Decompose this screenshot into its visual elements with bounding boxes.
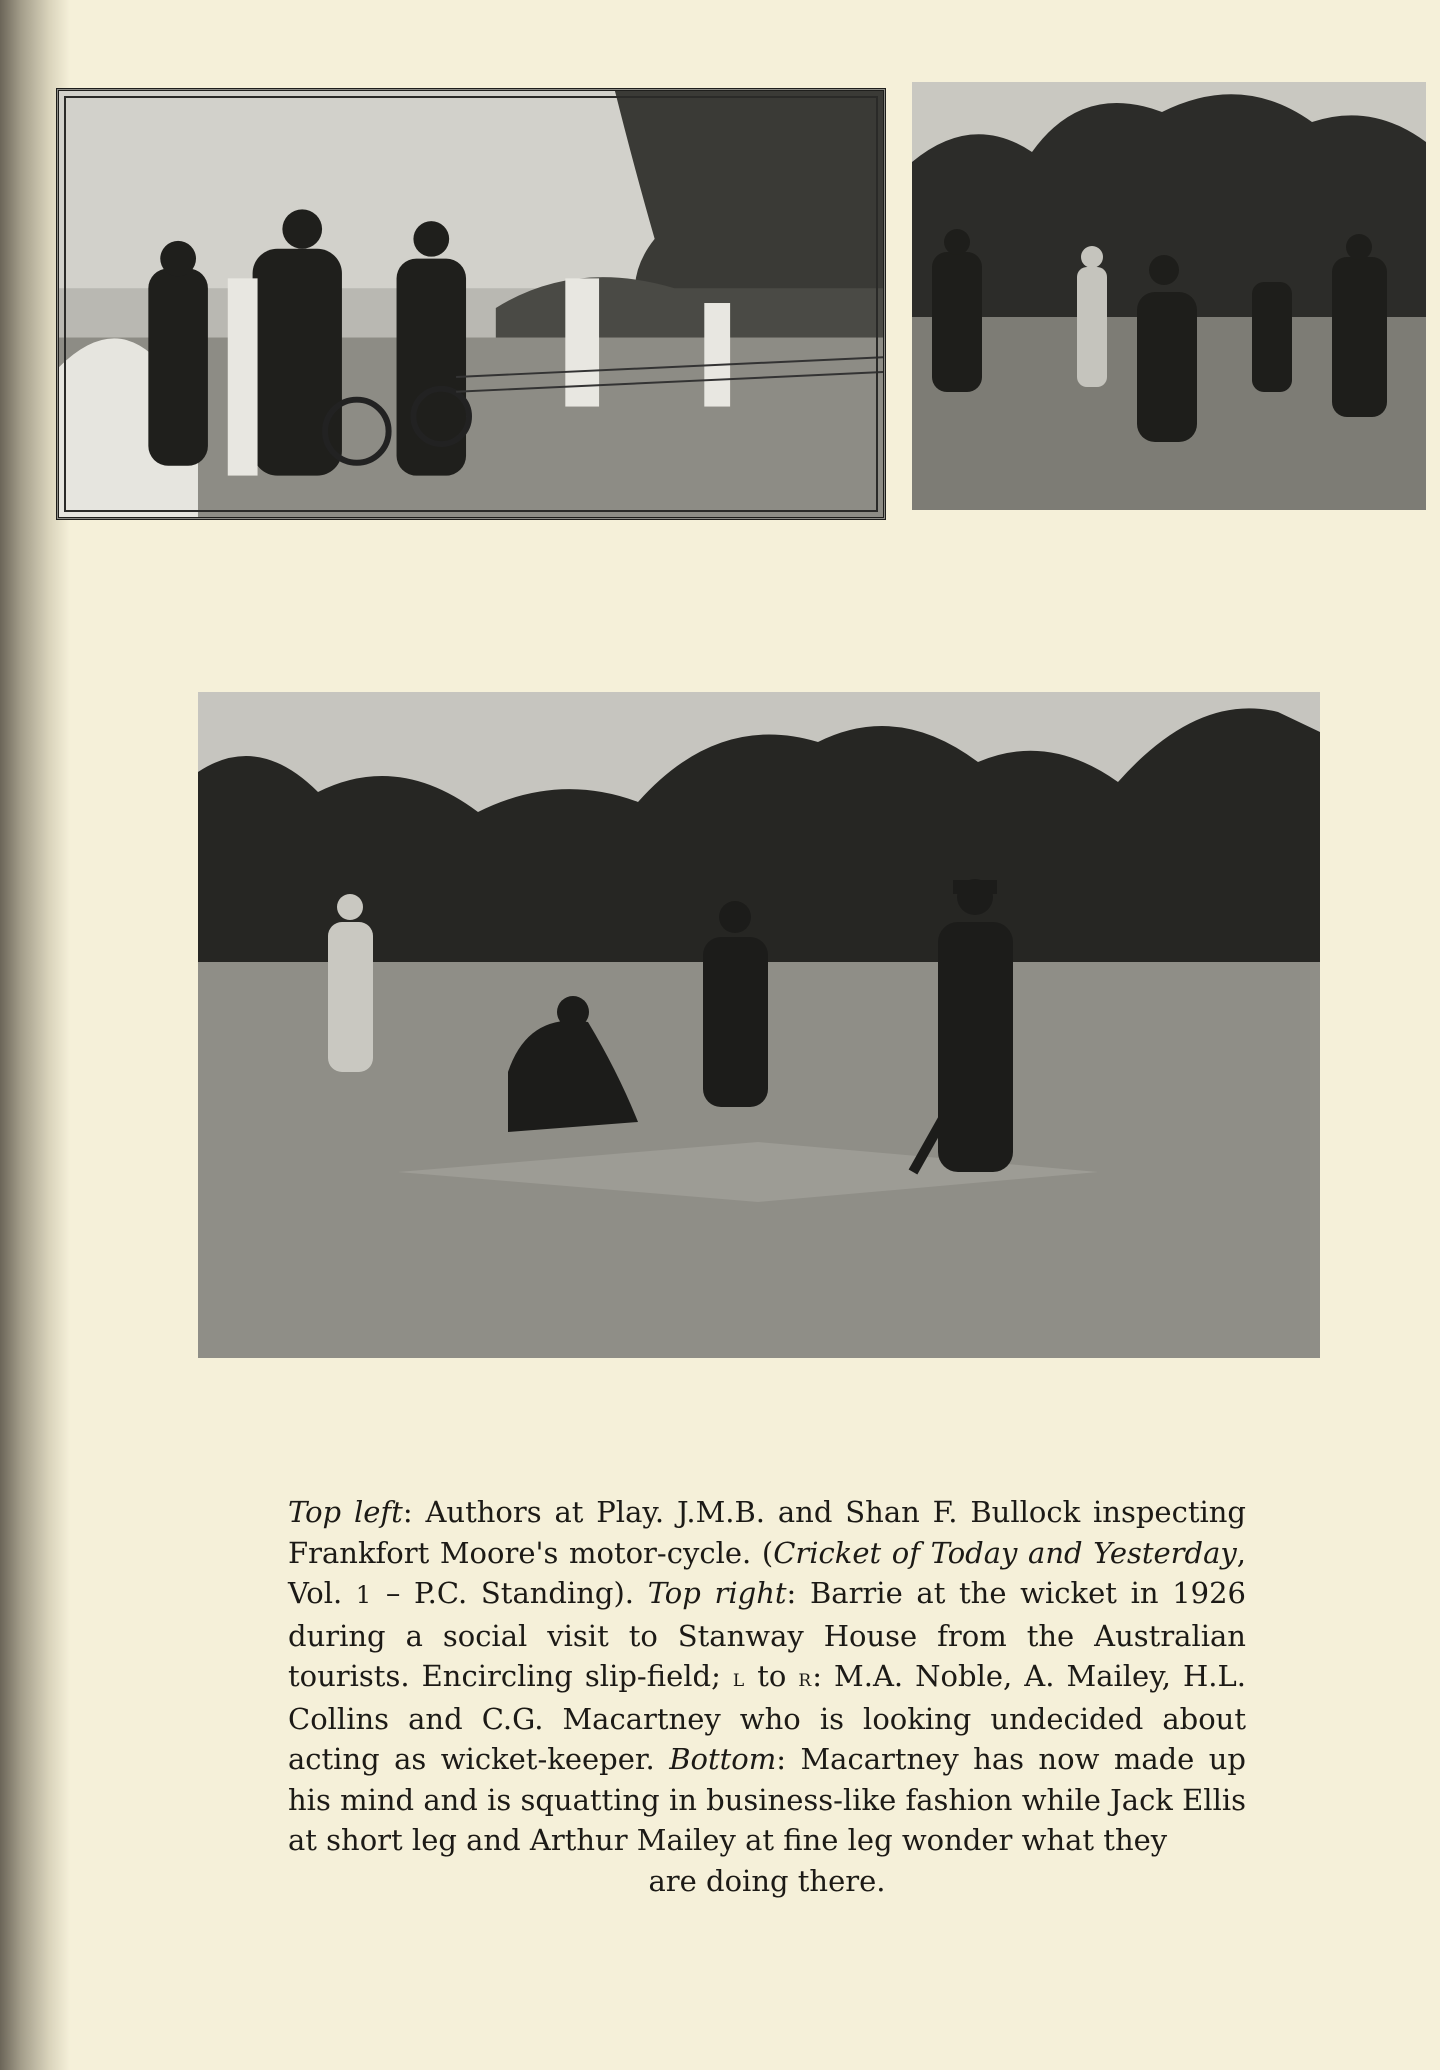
photo-caption <box>288 1492 1246 1901</box>
caption-text-1: : Authors at Play. J.M.B. and Shan F. Bullock inspecting Frankfort Moore's motor-cycle. ( <box>288 1495 1246 1570</box>
caption-source-title: Cricket of Today and Yesterday <box>773 1535 1237 1570</box>
caption-text-2: , Vol. <box>288 1535 1246 1610</box>
caption-text-3: – P.C. Standing). <box>372 1576 648 1610</box>
photo-cricket-macartney-keeping-icon <box>198 692 1320 1358</box>
photo-top-right <box>912 82 1426 510</box>
caption-text-8: are doing there. <box>648 1863 886 1898</box>
caption-text-7: : Macartney has now made up his mind and is squatting in business-like fashion while Jack Ellis at short leg and Arthur Mailey at fine leg wonder what they <box>288 1742 1247 1857</box>
caption-label-bottom: Bottom <box>669 1742 777 1776</box>
caption-abbr-left: l <box>732 1664 746 1692</box>
photo-cricket-barrie-batting-icon <box>912 82 1426 510</box>
caption-abbr-right: r <box>798 1664 813 1692</box>
photo-top-left <box>56 88 886 520</box>
caption-text-4: : Barrie at the wicket in 1926 during a social visit to Stanway House from the Australian tourists. Encircling slip-field; <box>288 1576 1247 1693</box>
caption-text-5: to <box>745 1659 799 1693</box>
caption-label-top-right: Top right <box>647 1576 787 1610</box>
caption-text-6: : M.A. Noble, A. Mailey, H.L. Collins and C.G. Macartney who is looking undecided about acting as wicket-keeper. <box>288 1659 1246 1776</box>
photo-bottom <box>198 692 1320 1358</box>
caption-label-top-left: Top left <box>288 1495 403 1529</box>
photo-cricket-authors-motorcycle-icon <box>59 91 883 517</box>
caption-volume-number: 1 <box>355 1581 373 1609</box>
